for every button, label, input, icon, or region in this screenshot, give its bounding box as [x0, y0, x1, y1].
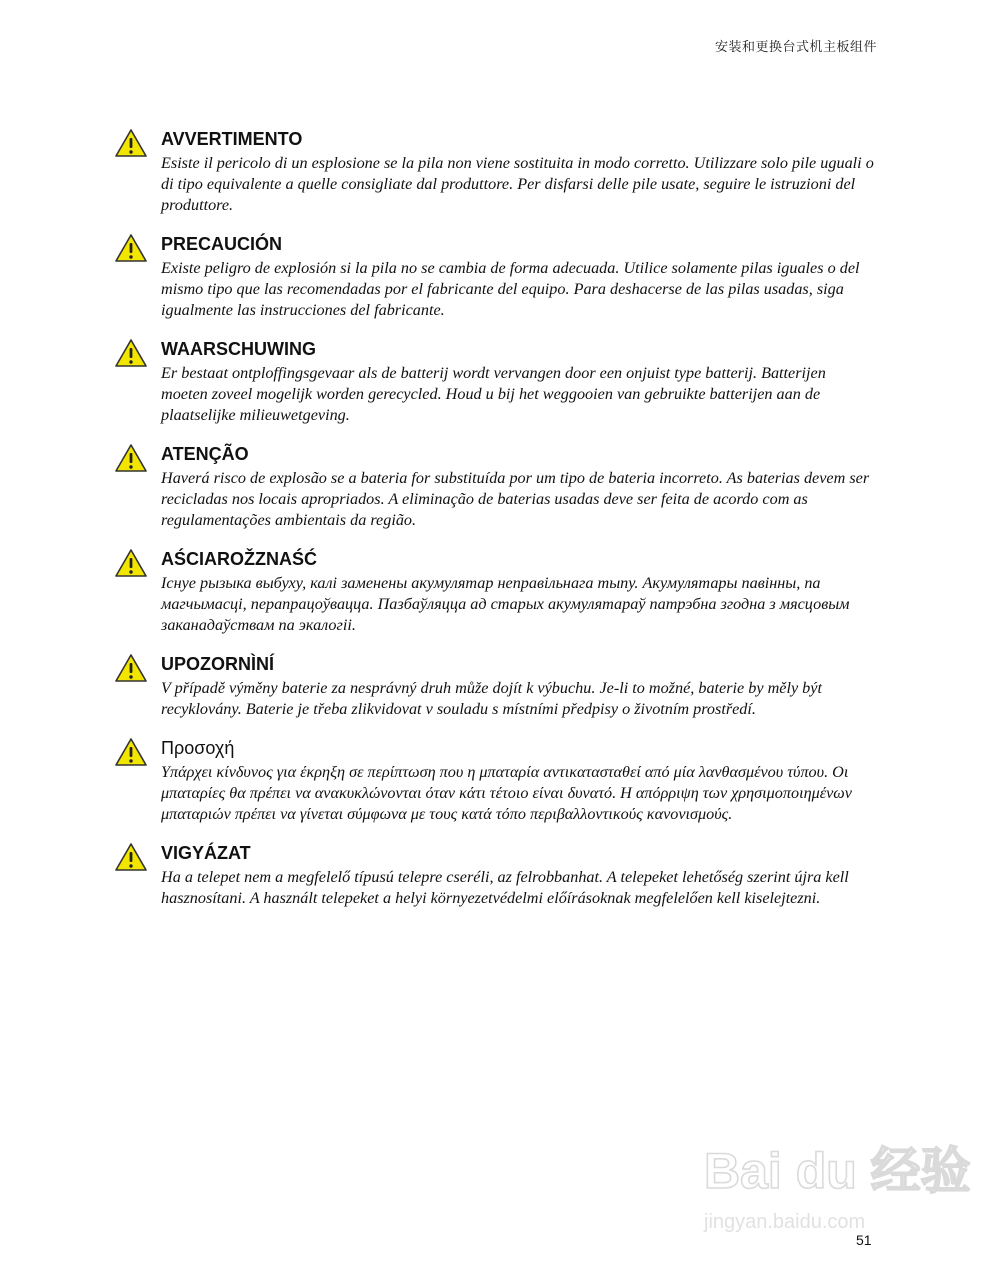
warning-body: Існуе рызыка выбуху, калі заменены акумулятар неправільнага тыпу. Акумулятары павінны, па магчымасці, перапрацоўвацца. Пазбаўляцца ад старых акумулятараў патрэбна згодна з мясцовым заканадаўствам па экалогіі. — [161, 574, 850, 634]
warning-block — [114, 737, 874, 825]
warning-body: Er bestaat ontploffingsgevaar als de batterij wordt vervangen door een onjuist type batterij. Batterijen moeten zoveel mogelijk worden gerecycled. Houd u bij het weggooien van gebruikte batterijen aan de plaatselijke milieuwetgeving. — [161, 364, 826, 424]
warning-body: Existe peligro de explosión si la pila no se cambia de forma adecuada. Utilice solamente pilas iguales o del mismo tipo que las recomendadas por el fabricante del equipo. Para deshacerse de las pilas usadas, siga igualmente las instrucciones del fabricante. — [161, 259, 860, 319]
warning-triangle-icon — [114, 128, 148, 158]
warning-title: Προσοχή — [161, 738, 235, 758]
warning-title: WAARSCHUWING — [161, 339, 316, 359]
warning-body: Haverá risco de explosão se a bateria for substituída por um tipo de bateria incorreto. As baterias devem ser recicladas nos locais apropriados. A eliminação de baterias usadas deve ser feita de acordo com as regulamentações ambientais da região. — [161, 469, 870, 529]
warning-title: VIGYÁZAT — [161, 843, 251, 863]
warning-triangle-icon — [114, 548, 148, 578]
warning-block — [114, 233, 874, 321]
warning-title: ATENÇÃO — [161, 444, 249, 464]
warning-body: Ha a telepet nem a megfelelő típusú telepre cseréli, az felrobbanhat. A telepeket lehetőség szerint újra kell hasznosítani. A használt telepeket a helyi környezetvédelmi előírásoknak megfelelően kell kiselejtezni. — [161, 868, 849, 907]
warning-triangle-icon — [114, 842, 148, 872]
warning-title: AVVERTIMENTO — [161, 129, 303, 149]
warning-block — [114, 548, 874, 636]
warning-block — [114, 842, 874, 909]
warning-block — [114, 128, 874, 216]
warnings-list — [114, 116, 874, 926]
warning-triangle-icon — [114, 338, 148, 368]
warning-block — [114, 443, 874, 531]
warning-triangle-icon — [114, 737, 148, 767]
warning-triangle-icon — [114, 233, 148, 263]
warning-title: UPOZORNÌNÍ — [161, 654, 275, 674]
warning-title: AŚCIAROŽZNAŚĆ — [161, 549, 317, 569]
warning-triangle-icon — [114, 443, 148, 473]
warning-block — [114, 653, 874, 720]
page-number: 51 — [856, 1232, 872, 1248]
warning-body: Υπάρχει κίνδυνος για έκρηξη σε περίπτωση που η μπαταρία αντικατασταθεί από μία λανθασμένου τύπου. Οι μπαταρίες θα πρέπει να ανακυκλώνονται όταν κάτι τέτοιο είναι δυνατό. Η απόρριψη των χρησιμοποιημένων μπαταριών πρέπει να γίνεται σύμφωνα με τους κατά τόπο περιβαλλοντικούς κανονισμούς. — [161, 763, 852, 823]
watermark-brand: Bai du 经验 — [704, 1143, 971, 1199]
warning-triangle-icon — [114, 653, 148, 683]
warning-body: Esiste il pericolo di un esplosione se la pila non viene sostituita in modo corretto. Utilizzare solo pile uguali o di tipo equivalente a quelle consigliate dal produttore. Per disfarsi delle pile usate, seguire le istruzioni del produttore. — [161, 154, 874, 214]
warning-block — [114, 338, 874, 426]
warning-title: PRECAUCIÓN — [161, 234, 283, 254]
watermark-url: jingyan.baidu.com — [704, 1211, 866, 1233]
baidu-watermark — [700, 1128, 971, 1240]
warning-body: V případě výměny baterie za nesprávný druh může dojít k výbuchu. Je-li to možné, baterie by měly být recyklovány. Baterie je třeba zlikvidovat v souladu s místními předpisy o životním prostředí. — [161, 679, 822, 718]
page-header: 安装和更换台式机主板组件 — [714, 40, 877, 55]
